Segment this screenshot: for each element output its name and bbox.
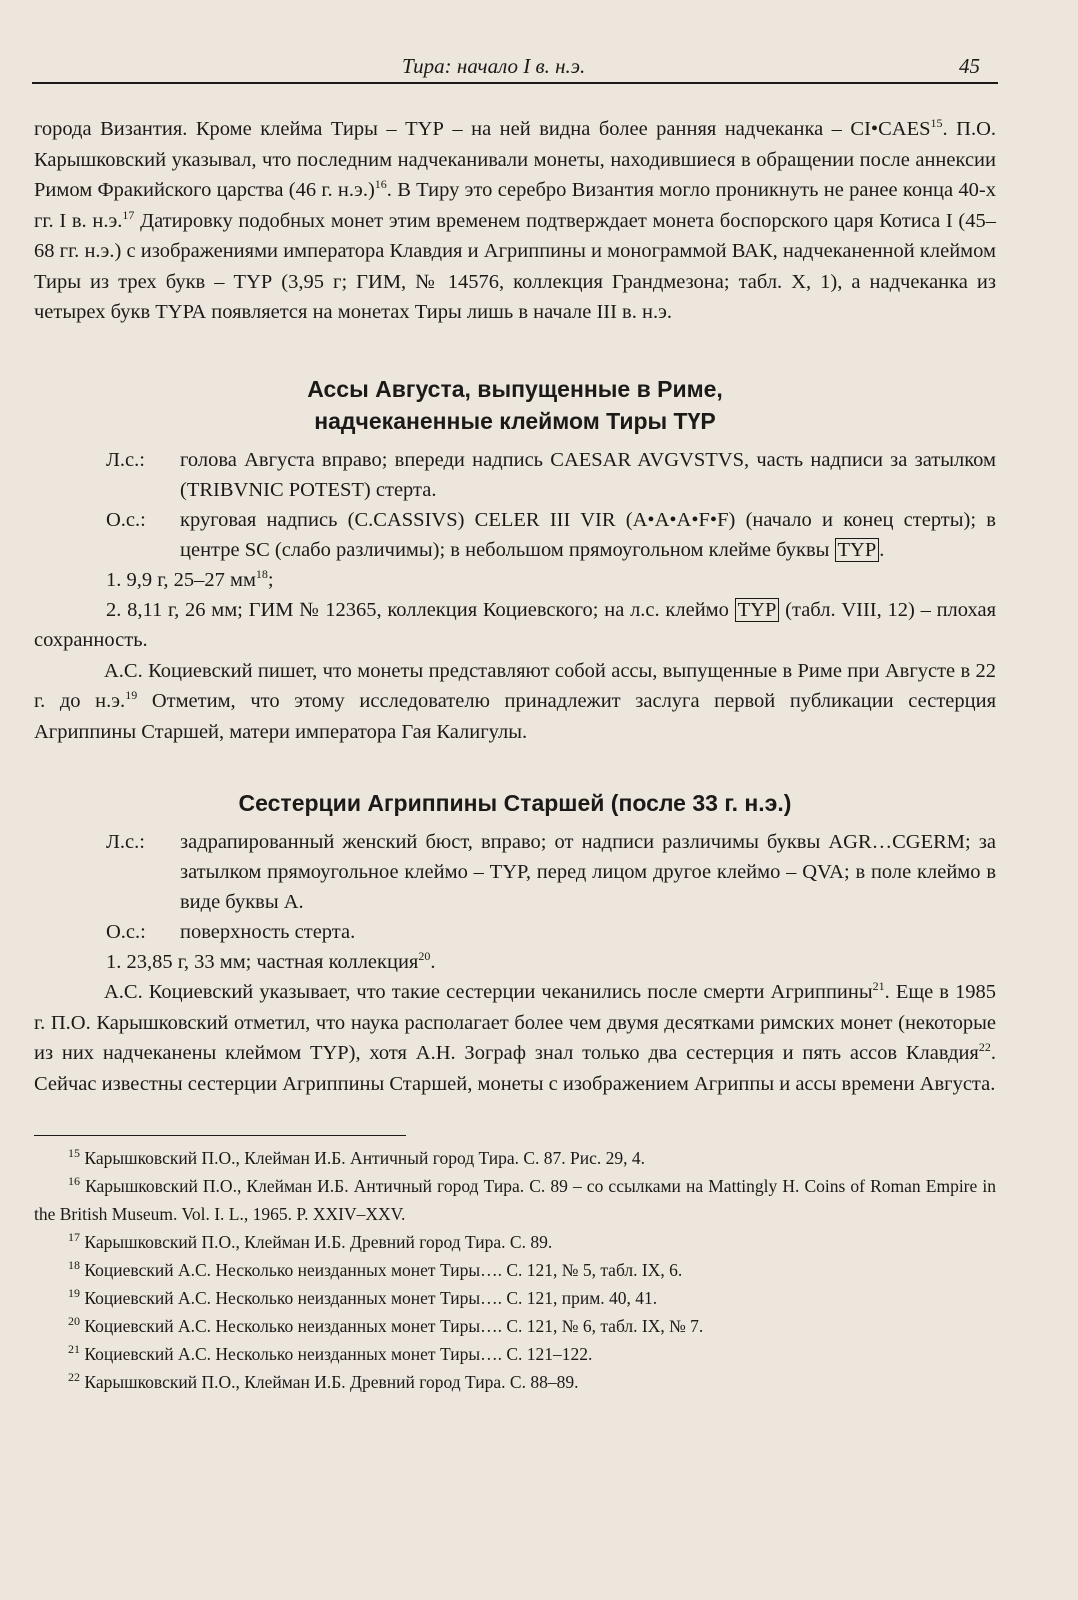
footnote: $^{17}$ Карышковский П.О., Клейман И.Б. Древний город Тира. С. 89.	[68, 1230, 553, 1252]
running-header	[32, 52, 998, 84]
footnote: $^{19}$ Коциевский А.С. Несколько неизданных монет Тиры…. С. 121, прим. 40, 41.	[68, 1286, 658, 1308]
coin-item-2: 2. 8,11 г, 26 мм; ГИМ № 12365, коллекция Коциевского; на л.с. клеймо ТҮР (табл. VIII, 12) – плохая сохранность.	[34, 598, 997, 651]
section2-paragraph: А.С. Коциевский указывает, что такие сестерции чеканились после смерти Агриппины$^{21}$. Еще в 1985 г. П.О. Карышковский отметил, что наука располагает более чем двумя десятками римских монет (некоторые из них надчеканены клеймом ТҮР), хотя А.Н. Зограф знал только два сестерция и пять ассов Клавдия$^{22}$. Сейчас известны сестерции Агриппины Старшей, монеты с изображением Агриппы и ассы времени Августа.	[34, 979, 997, 1095]
reverse-text: поверхность стерта.	[180, 921, 356, 943]
coin-item-1: 1. 9,9 г, 25–27 $мм^{18}$;	[106, 566, 274, 591]
footnote: $^{22}$ Карышковский П.О., Клейман И.Б. Древний город Тира. С. 88–89.	[68, 1370, 579, 1392]
footnotes	[34, 1144, 996, 1396]
footnote-ref[interactable]: 17	[122, 207, 135, 222]
footnote: $^{21}$ Коциевский А.С. Несколько неизданных монет Тиры…. С. 121–122.	[68, 1342, 593, 1364]
coin-item-1: 1. 23,85 г, 33 мм; частная коллекция$^{20}$.	[106, 949, 436, 973]
footnote: $^{20}$ Коциевский А.С. Несколько неизданных монет Тиры…. С. 121, № 6, табл. IX, № 7.	[68, 1314, 704, 1336]
obverse-text: задрапированный женский бюст, вправо; от надписи различимы буквы AGR…CGERM; за затылком прямоугольное клеймо – ТҮР, перед лицом другое клеймо – QVA; в поле клеймо в виде буквы А.	[180, 831, 996, 913]
reverse-label: О.с.:	[106, 921, 146, 943]
section-heading-augustus: Ассы Августа, выпущенные в Риме, надчеканенные клеймом Тиры ТҮР	[307, 375, 723, 434]
footnote: $^{15}$ Карышковский П.О., Клейман И.Б. Античный город Тира. С. 87. Рис. 29, 4.	[68, 1146, 646, 1168]
obverse-description	[34, 445, 996, 505]
footnote: $^{16}$ Карышковский П.О., Клейман И.Б. Античный город Тира. С. 89 – со ссылками на Mattingly H. Coins of Roman Empire in the British Museum. Vol. I. L., 1965. P. XXIV–XXV.	[34, 1174, 996, 1224]
obverse-text: голова Августа вправо; впереди надпись CAESAR AVGVSTVS, часть надписи за затылком (TRIBVNIC POTEST) стерта.	[180, 448, 996, 501]
reverse-description	[34, 505, 996, 565]
page-body	[34, 114, 996, 1396]
reverse-label: О.с.:	[106, 508, 146, 531]
obverse-description	[34, 827, 996, 917]
countermark-box: ТҮР	[735, 598, 780, 622]
footnote-ref[interactable]: 20	[418, 949, 431, 964]
footnote-ref[interactable]: 16	[374, 177, 387, 192]
obverse-label: Л.с.:	[106, 831, 145, 853]
reverse-text: круговая надпись (C.CASSIVS) CELER III VIR (A•A•A•F•F) (начало и конец стерты); в центре SC (слабо различимы); в небольшом прямоугольном клейме буквы ТҮР .	[180, 508, 996, 561]
footnote: $^{18}$ Коциевский А.С. Несколько неизданных монет Тиры…. С. 121, № 5, табл. IX, 6.	[68, 1258, 683, 1280]
reverse-description	[34, 917, 996, 947]
footnote-ref[interactable]: 15	[930, 116, 943, 131]
section1-paragraph: А.С. Коциевский пишет, что монеты представляют собой ассы, выпущенные в Риме при Августе в 22 г. до н.э.$^{19}$ Отметим, что этому исследователю принадлежит заслуга первой публикации сестерция Агриппины Старшей, матери императора Гая Калигулы.	[34, 659, 996, 743]
footnote-divider	[34, 1135, 406, 1136]
section-heading-agrippina: Сестерции Агриппины Старшей (после 33 г. н.э.)	[238, 790, 792, 816]
obverse-label: Л.с.:	[106, 448, 145, 471]
footnote-ref[interactable]: 19	[125, 688, 138, 703]
running-title: Тира: начало I в. н.э.	[402, 54, 586, 78]
page-number: 45	[959, 54, 980, 78]
footnote-ref[interactable]: 22	[978, 1040, 991, 1055]
intro-paragraph: города Византия. Кроме клейма Тиры – ТҮР – на ней видна более ранняя надчеканка – CI•CAES$^{15}$. П.О. Карышковский указывал, что последним надчеканивали монеты, находившиеся в обращении после аннексии Римом Фракийского царства (46 г. н.э.)$^{16}$. В Тиру это серебро Византия могло проникнуть не ранее конца 40-х гг. I в. н.э.$^{17}$ Датировку подобных монет этим временем подтверждает монета боспорского царя Котиса I (45–68 гг. н.э.) с изображениями императора Клавдия и Агриппины и монограммой ВАК, надчеканенной клеймом Тиры из трех букв – ТҮР (3,95 г; ГИМ, № 14576, коллекция Грандмезона; табл. X, 1), а надчеканка из четырех букв ТҮРА появляется на монетах Тиры лишь в начале III в. н.э.	[34, 116, 996, 323]
footnote-ref[interactable]: 18	[255, 566, 268, 581]
footnote-ref[interactable]: 21	[872, 979, 885, 994]
countermark-box: ТҮР	[835, 538, 880, 562]
